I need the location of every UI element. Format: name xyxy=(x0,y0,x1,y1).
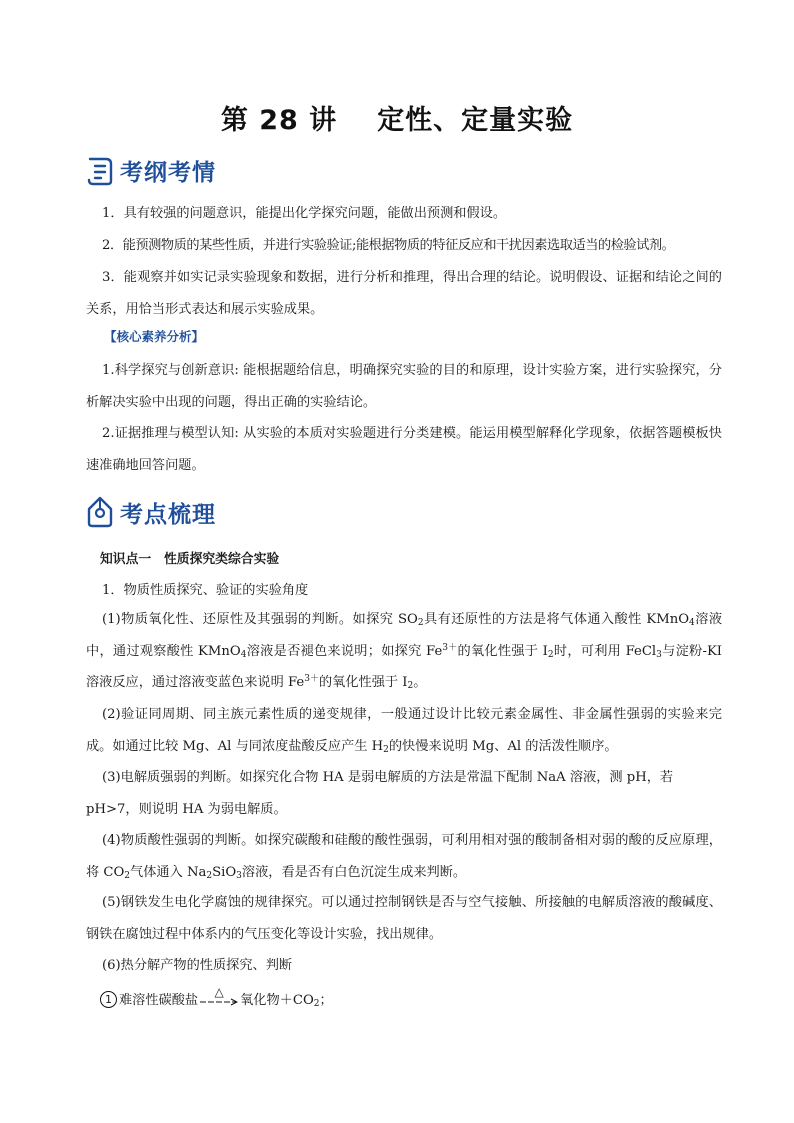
kp-paragraph-6: (6)热分解产物的性质探究、判断 xyxy=(102,958,293,973)
kp-subheading: 1．物质性质探究、验证的实验角度 xyxy=(102,583,309,598)
lecture-number: 第 28 讲 xyxy=(220,105,338,136)
kp-paragraph-5: (5)钢铁发生电化学腐蚀的规律探究。可以通过控制钢铁是否与空气接触、所接触的电解质溶液的酸碱度、钢铁在腐蚀过程中体系内的气压变化等设计实验，找出规律。 xyxy=(86,895,722,942)
section-header-keypoints xyxy=(86,492,216,532)
objective-3: 3．能观察并如实记录实验现象和数据，进行分析和推理，得出合理的结论。说明假设、证据和结论之间的关系，用恰当形式表达和展示实验成果。 xyxy=(86,270,722,317)
core-item-2: 2.证据推理与模型认知: 从实验的本质对实验题进行分类建模。能运用模型解释化学现象，依据答题模板快速准确地回答问题。 xyxy=(86,426,722,473)
kp-paragraph-4: (4)物质酸性强弱的判断。如探究碳酸和硅酸的酸性强弱，可利用相对强的酸制备相对弱的酸的反应原理，将 $CO_2$气体通入 $Na_2SiO_3$溶液，看是否有白色沉淀生成来判断。 xyxy=(86,833,722,881)
heat-arrow xyxy=(200,986,238,1006)
knowledge-point-heading: 知识点一 性质探究类综合实验 xyxy=(100,552,280,567)
circled-number: 1 xyxy=(100,991,117,1008)
section-title: 考点梳理 xyxy=(120,501,216,528)
lecture-topic: 定性、定量实验 xyxy=(377,105,574,136)
products: 氧化物$+CO_2$； xyxy=(240,993,333,1009)
reaction-equation-1 xyxy=(100,985,333,1009)
kp-paragraph-3-line-2: pH>7，则说明 HA 为弱电解质。 xyxy=(86,802,287,817)
core-literacy-heading: 【核心素养分析】 xyxy=(104,329,205,344)
reactant: 难溶性碳酸盐 xyxy=(119,993,199,1008)
arrow-icon xyxy=(200,998,238,1006)
objective-2: 2．能预测物质的某些性质，并进行实验验证;能根据物质的特征反应和干扰因素选取适当的检验试剂。 xyxy=(102,238,675,253)
kp-paragraph-3-line-1: (3)电解质强弱的判断。如探究化合物 HA 是弱电解质的方法是常温下配制 NaA 溶液，测 pH，若 xyxy=(102,770,674,785)
kp-paragraph-1: (1)物质氧化性、还原性及其强弱的判断。如探究 $SO_2$具有还原性的方法是将气体通入酸性 KMnO$_4$溶液中，通过观察酸性 KMnO$_4$溶液是否褪色来说明；如探究 $Fe^{3+}$的氧化性强于 $I_2$时，可利用 FeCl$_3$与淀粉-KI 溶液反应，通过溶液变蓝色来说明 $Fe^{3+}$的氧化性强于 $I_2$。 xyxy=(86,612,723,691)
list-icon xyxy=(86,153,114,187)
objective-1: 1．具有较强的问题意识，能提出化学探究问题，能做出预测和假设。 xyxy=(102,206,507,221)
core-item-1: 1.科学探究与创新意识: 能根据题给信息，明确探究实验的目的和原理，设计实验方案，进行实验探究，分析解决实验中出现的问题，得出正确的实验结论。 xyxy=(86,363,722,410)
kp-paragraph-2: (2)验证同周期、同主族元素性质的递变规律，一般通过设计比较元素金属性、非金属性强弱的实验来完成。如通过比较 Mg、Al 与同浓度盐酸反应产生 $H_2$的快慢来说明 Mg、Al 的活泼性顺序。 xyxy=(86,707,722,755)
page-title xyxy=(0,98,794,137)
section-header-syllabus xyxy=(86,150,216,190)
section-title: 考纲考情 xyxy=(120,159,216,186)
heat-symbol: △ xyxy=(214,985,224,999)
pen-nib-icon xyxy=(86,495,114,529)
